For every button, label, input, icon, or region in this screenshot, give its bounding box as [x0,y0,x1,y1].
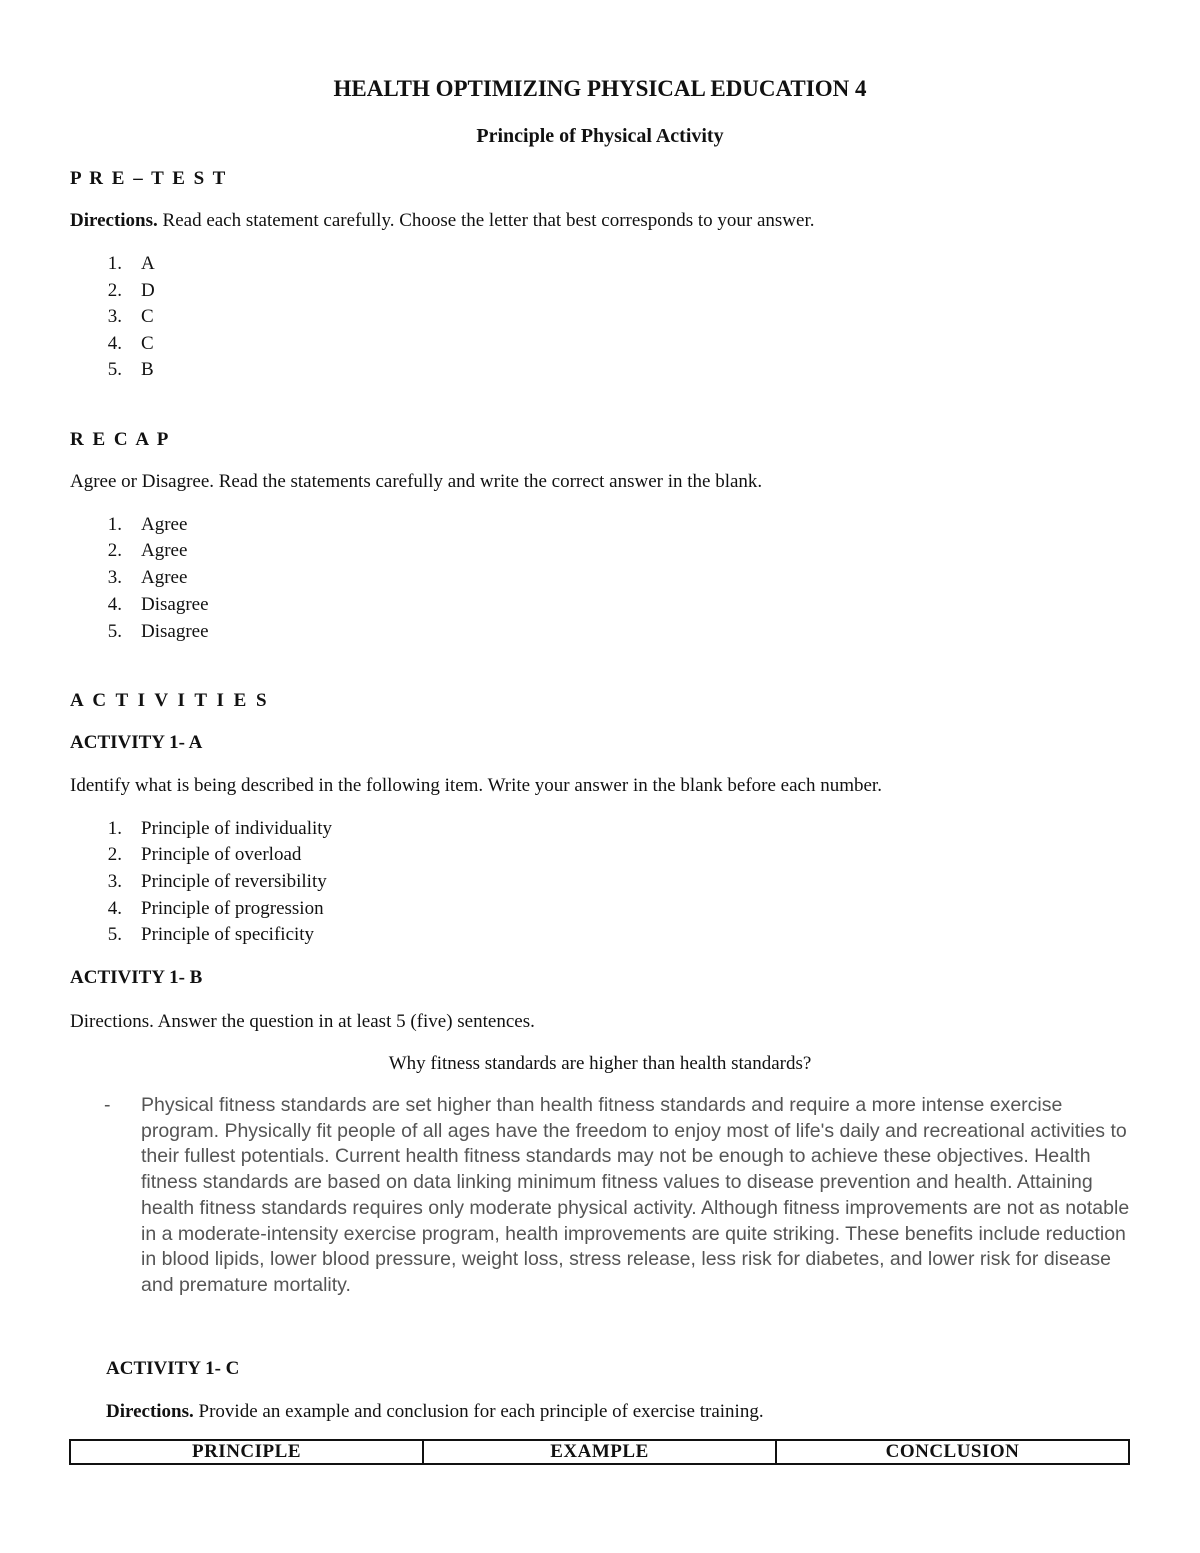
list-number: 3. [107,306,122,327]
activity-1b-heading: ACTIVITY 1- B [70,967,203,988]
list-item: Agree [141,514,188,535]
activity-1b-instructions: Directions. Answer the question in at least 5 (five) sentences. [70,1011,535,1032]
list-item: Principle of overload [141,844,302,865]
list-number: 2. [107,540,122,561]
list-number: 2. [107,280,122,301]
answer-bullet: - [104,1094,111,1116]
activity-1c-heading: ACTIVITY 1- C [106,1358,240,1379]
table-header-row [70,1440,1129,1464]
recap-heading: R E C A P [70,429,171,450]
table-header-principle: PRINCIPLE [70,1440,423,1464]
list-number: 3. [107,871,122,892]
activity-1c-directions-label: Directions. [106,1401,194,1422]
list-number: 3. [107,567,122,588]
pretest-heading: P R E – T E S T [70,168,228,189]
pretest-directions [70,210,814,232]
list-item: Principle of individuality [141,818,333,839]
list-number: 5. [107,621,122,642]
list-number: 2. [107,844,122,865]
list-item: A [141,253,155,274]
activity-1b-question: Why fitness standards are higher than health standards? [388,1053,812,1074]
list-item: Disagree [141,594,209,615]
list-item: C [141,306,154,327]
list-number: 4. [107,594,122,615]
list-item: B [141,359,154,380]
activity-1a-instructions: Identify what is being described in the following item. Write your answer in the blank before each number. [70,775,882,796]
list-number: 5. [107,924,122,945]
table-header-conclusion: CONCLUSION [776,1440,1129,1464]
list-item: D [141,280,155,301]
list-item: Principle of specificity [141,924,315,945]
principle-table [69,1439,1130,1465]
list-number: 5. [107,359,122,380]
activity-1a-heading: ACTIVITY 1- A [70,732,203,753]
list-item: Agree [141,567,188,588]
activity-1c-directions [106,1401,764,1423]
pretest-directions-label: Directions. [70,210,158,231]
list-item: Principle of reversibility [141,871,327,892]
list-number: 1. [107,514,122,535]
activities-heading: A C T I V I T I E S [70,690,270,711]
list-item: Disagree [141,621,209,642]
list-item: Agree [141,540,188,561]
table-header-example: EXAMPLE [423,1440,776,1464]
document-subtitle: Principle of Physical Activity [476,125,724,147]
list-number: 4. [107,898,122,919]
document-title: HEALTH OPTIMIZING PHYSICAL EDUCATION 4 [333,76,867,101]
activity-1b-answer: Physical fitness standards are set higher than health fitness standards and require a more intense exercise program. Physically fit people of all ages have the freedom to enjoy most of life's daily and recreational activities to their fullest potentials. Current health fitness standards may not be enough to achieve these objectives. Health fitness standards are based on data linking minimum fitness values to disease prevention and health. Attaining health fitness standards requires only moderate physical activity. Although fitness improvements are not as notable in a moderate-intensity exercise program, health improvements are quite striking. These benefits include reduction in blood lipids, lower blood pressure, weight loss, stress release, less risk for diabetes, and lower risk for disease and premature mortality. [141,1094,1130,1296]
list-item: C [141,333,154,354]
list-number: 1. [107,253,122,274]
list-number: 1. [107,818,122,839]
activity-1c-directions-text: Provide an example and conclusion for each principle of exercise training. [193,1401,764,1422]
pretest-directions-text: Read each statement carefully. Choose the letter that best corresponds to your answer. [157,210,815,231]
list-item: Principle of progression [141,898,324,919]
list-number: 4. [107,333,122,354]
recap-instructions: Agree or Disagree. Read the statements carefully and write the correct answer in the blank. [70,471,763,492]
